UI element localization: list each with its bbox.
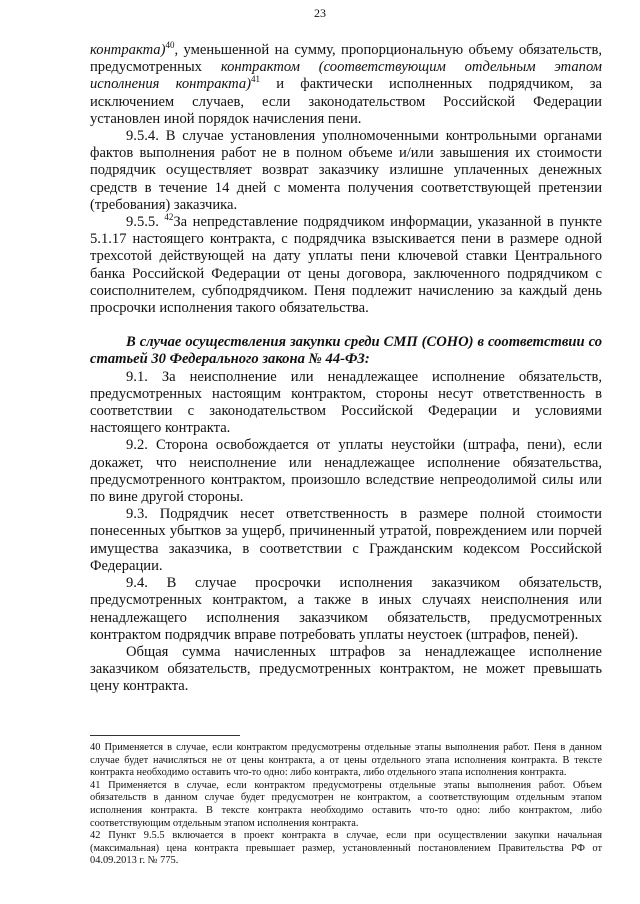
heading-line-1: В случае осуществления закупки среди СМП (СОНО) в соответствии xyxy=(126,334,585,351)
page-number: 23 xyxy=(314,6,326,20)
paragraph-9-1: 9.1. За неисполнение или ненадлежащее исполнение обязательств, предусмотренных настоящим контрактом, стороны несут ответственность в соответствии с законодательством Российской Федерации и условиями настоящего контракта. xyxy=(90,368,602,437)
footnote-ref-40[interactable]: 40 xyxy=(165,40,175,50)
paragraph-text: и фактически исполненных подрядчиком, за исключением случаев, если законодательством Российской Федерации установлен иной порядок начисления пени. xyxy=(90,76,602,127)
italic-text: контрактом (соответствующим отдельным этапом исполнения контракта) xyxy=(90,59,603,93)
paragraph-9-2: 9.2. Сторона освобождается от уплаты неустойки (штрафа, пени), если докажет, что неисполнение или ненадлежащее исполнение обязательства, предусмотренного контрактом, произошло вследствие непреодолимой силы или по вине другой стороны. xyxy=(90,437,602,506)
footnotes xyxy=(90,742,602,868)
italic-text: контракта) xyxy=(90,42,166,58)
footnote-ref-42[interactable]: 42 xyxy=(164,212,174,223)
footnote-divider xyxy=(90,735,240,736)
paragraph-text: За непредставление подрядчиком информации, указанной в пункте 5.1.17 настоящего контракта, с подрядчика взыскивается пени в размере одной трехсотой действующей на дату уплаты пени ключевой ставки Центрального банка Российской Федерации от цены договора, заключенного подрядчиком с соисполнителем, субподрядчиком. Пеня подлежит начислению за каждый день просрочки исполнения такого обязательства. xyxy=(90,214,603,317)
footnote-40: 40 Применяется в случае, если контрактом предусмотрены отдельные этапы выполнения работ. Пеня в данном случае будет начисляться не от цены контракта, а от цены отдельного этапа исполнения контракта. В тексте контракта необходимо оставить что-то одно: либо контракта, либо отдельного этапа исполнения контракта. xyxy=(90,742,602,779)
footnote-ref-41[interactable]: 41 xyxy=(251,74,261,85)
paragraph-text: , уменьшенной на сумму, пропорциональную объему обязательств, предусмотренных xyxy=(90,42,602,76)
paragraph-total-fines: Общая сумма начисленных штрафов за ненадлежащее исполнение заказчиком обязательств, предусмотренных контрактом, не может превышать цену контракта. xyxy=(90,643,602,695)
paragraph-9-4: 9.4. В случае просрочки исполнения заказчиком обязательств, предусмотренных контрактом, а также в иных случаях неисполнения или ненадлежащего исполнения заказчиком обязательств, предусмотренных контрактом подрядчик вправе потребовать уплаты неустоек (штрафов, пеней). xyxy=(90,575,602,643)
clause-number: 9.5.5. xyxy=(126,214,165,231)
paragraph-9-5-5 xyxy=(90,214,602,317)
footnote-42: 42 Пункт 9.5.5 включается в проект контракта в случае, если при осуществлении закупки начальная (максимальная) цена контракта превышает размер, установленный постановлением Правительства РФ от 04.09.2013 г. № 775. xyxy=(90,830,602,867)
paragraph-9-5-4: 9.5.4. В случае установления уполномоченными контрольными органами фактов выполнения работ не в полном объеме и/или завышения их стоимости подрядчик осуществляет возврат заказчику излишне уплаченных денежных средств в течение 14 дней с момента получения соответствующей претензии (требования) заказчика. xyxy=(90,128,602,213)
paragraph-continued xyxy=(90,42,602,128)
footnote-41: 41 Применяется в случае, если контрактом предусмотрены отдельные этапы выполнения работ. Объем обязательств в данном случае будет предусмотрен не контрактом, а соответствующим отдельным этапом исполнения контракта. В тексте контракта необходимо оставить что-то одно: либо контрактом, либо соответствующим отдельным этапом исполнения контракта. xyxy=(90,779,602,829)
document-body xyxy=(90,42,602,696)
heading-line-2: со статьей 30 Федерального закона № 44-ФЗ: xyxy=(90,334,602,368)
paragraph-9-3: 9.3. Подрядчик несет ответственность в размере полной стоимости понесенных убытков за ущерб, причиненный утратой, повреждением или порчей имущества заказчика, в соответствии с Гражданским кодексом Российской Федерации. xyxy=(90,506,602,574)
section-heading xyxy=(90,334,602,368)
